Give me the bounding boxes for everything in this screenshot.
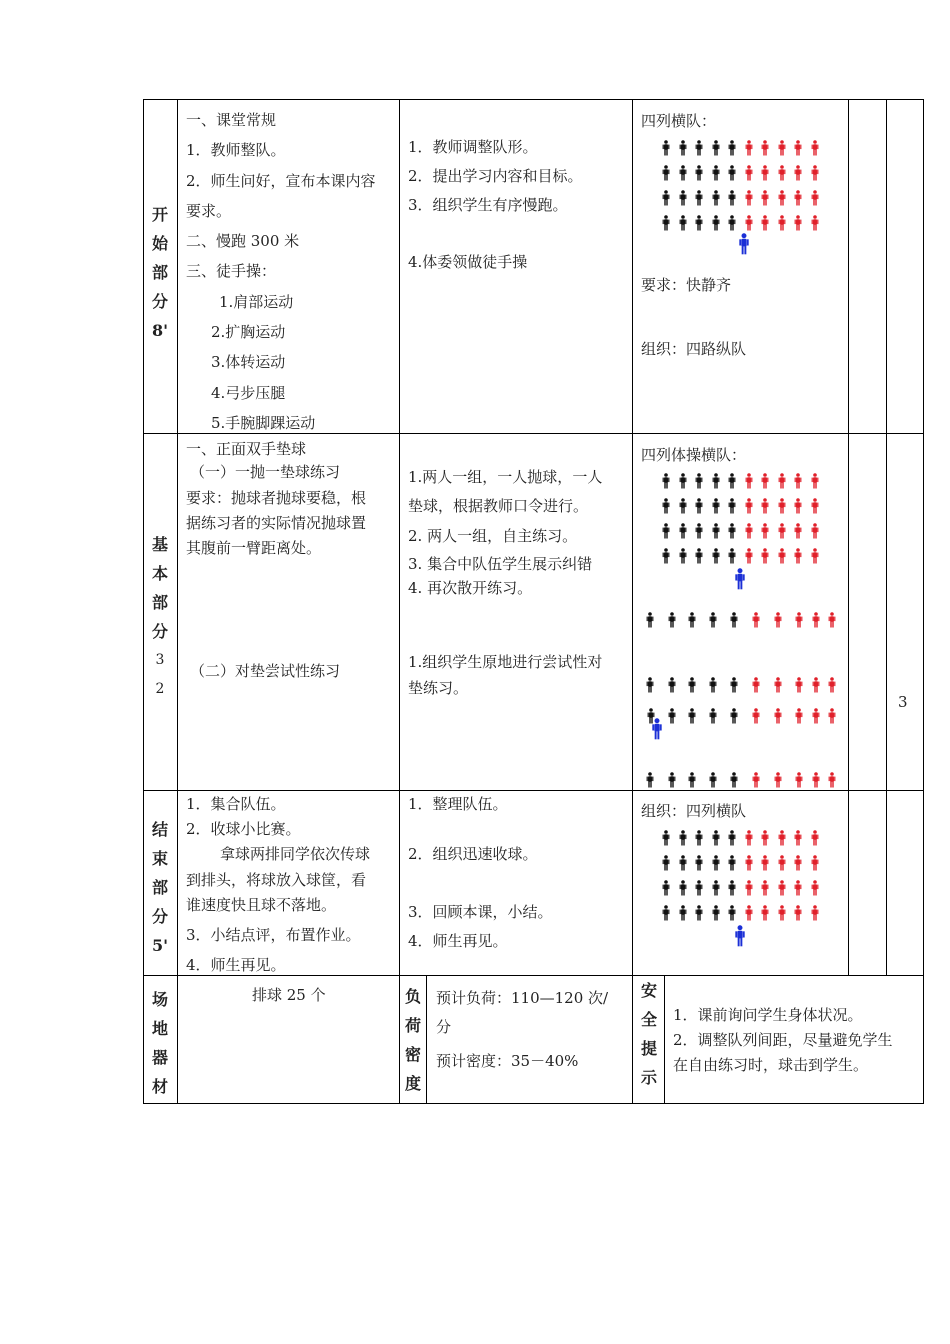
student-dark-icon <box>695 140 703 156</box>
student-red-icon <box>811 140 819 156</box>
student-red-icon <box>812 677 820 693</box>
student-dark-icon <box>728 830 736 846</box>
student-dark-icon <box>668 708 676 724</box>
start-content-line: 2．师生问好，宣布本课内容 <box>186 172 376 190</box>
student-dark-icon <box>709 708 717 724</box>
student-red-icon <box>774 708 782 724</box>
student-dark-icon <box>662 215 670 231</box>
student-red-icon <box>812 772 820 788</box>
student-dark-icon <box>668 677 676 693</box>
basic-content-line: （一）一抛一垫球练习 <box>190 463 341 481</box>
basic-method-line: 垫球，根据教师口令进行。 <box>408 497 589 515</box>
student-dark-icon <box>728 548 736 564</box>
end-content-line: 3．小结点评，布置作业。 <box>186 926 361 944</box>
student-dark-icon <box>679 855 687 871</box>
end-method-line: 3．回顾本课，小结。 <box>408 903 553 921</box>
student-red-icon <box>761 140 769 156</box>
student-dark-icon <box>679 548 687 564</box>
student-red-icon <box>811 523 819 539</box>
student-dark-icon <box>728 473 736 489</box>
col-divider-content <box>399 99 400 1104</box>
student-red-icon <box>745 165 753 181</box>
teacher-icon <box>734 925 746 947</box>
end-content-line: 4．师生再见。 <box>186 956 286 974</box>
student-red-icon <box>778 523 786 539</box>
basic-content-line: 其腹前一臂距离处。 <box>186 539 322 557</box>
basic-method-line: 垫练习。 <box>408 679 469 697</box>
student-red-icon <box>778 498 786 514</box>
safety-line: 2．调整队列间距，尽量避免学生 <box>673 1031 893 1049</box>
student-red-icon <box>761 905 769 921</box>
student-red-icon <box>811 165 819 181</box>
student-dark-icon <box>712 905 720 921</box>
student-red-icon <box>812 612 820 628</box>
student-dark-icon <box>712 140 720 156</box>
table-border-top <box>143 99 924 100</box>
student-dark-icon <box>712 215 720 231</box>
load-line: 分 <box>436 1018 452 1036</box>
student-dark-icon <box>679 830 687 846</box>
student-dark-icon <box>712 855 720 871</box>
student-red-icon <box>745 523 753 539</box>
student-dark-icon <box>712 498 720 514</box>
col-divider-org <box>848 99 849 976</box>
basic-org-title: 四列体操横队： <box>641 446 747 464</box>
student-red-icon <box>778 548 786 564</box>
basic-method-line: 3. 集合中队伍学生展示纠错 <box>408 555 593 573</box>
student-red-icon <box>778 473 786 489</box>
student-red-icon <box>761 215 769 231</box>
teacher-icon <box>734 568 746 590</box>
student-dark-icon <box>709 677 717 693</box>
student-red-icon <box>794 473 802 489</box>
student-red-icon <box>761 880 769 896</box>
load-label: 负 荷 密 度 <box>404 987 421 1093</box>
safety-line: 在自由练习时，球击到学生。 <box>673 1056 869 1074</box>
student-dark-icon <box>662 523 670 539</box>
student-red-icon <box>745 905 753 921</box>
student-dark-icon <box>679 880 687 896</box>
student-red-icon <box>794 165 802 181</box>
student-red-icon <box>811 473 819 489</box>
student-dark-icon <box>679 140 687 156</box>
student-dark-icon <box>646 677 654 693</box>
student-dark-icon <box>679 498 687 514</box>
student-red-icon <box>752 677 760 693</box>
student-red-icon <box>795 612 803 628</box>
student-dark-icon <box>668 772 676 788</box>
student-dark-icon <box>695 498 703 514</box>
row-divider-2 <box>143 790 924 791</box>
end-method-line: 4．师生再见。 <box>408 932 508 950</box>
student-dark-icon <box>695 215 703 231</box>
section-label-basic: 基 本 部 分 3 2 <box>151 535 168 697</box>
student-red-icon <box>745 548 753 564</box>
student-dark-icon <box>695 548 703 564</box>
student-red-icon <box>761 830 769 846</box>
col-divider-label <box>177 99 178 1104</box>
student-red-icon <box>794 905 802 921</box>
student-dark-icon <box>688 677 696 693</box>
student-red-icon <box>811 215 819 231</box>
student-dark-icon <box>712 523 720 539</box>
start-content-line: 5.手腕脚踝运动 <box>211 414 316 432</box>
student-red-icon <box>761 855 769 871</box>
col-divider-method <box>632 99 633 1104</box>
student-dark-icon <box>730 612 738 628</box>
student-red-icon <box>828 708 836 724</box>
student-red-icon <box>761 473 769 489</box>
student-red-icon <box>745 498 753 514</box>
student-red-icon <box>774 772 782 788</box>
student-red-icon <box>774 612 782 628</box>
student-dark-icon <box>695 523 703 539</box>
end-method-line: 2．组织迅速收球。 <box>408 845 538 863</box>
basic-extra-value: 3 <box>898 693 908 711</box>
student-red-icon <box>811 548 819 564</box>
start-content-line: 一、课堂常规 <box>186 111 277 129</box>
student-red-icon <box>811 190 819 206</box>
basic-content-line: 一、正面双手垫球 <box>186 440 307 458</box>
student-dark-icon <box>688 772 696 788</box>
start-content-line: 3.体转运动 <box>211 353 286 371</box>
student-dark-icon <box>695 880 703 896</box>
student-dark-icon <box>679 523 687 539</box>
student-red-icon <box>752 772 760 788</box>
student-dark-icon <box>679 473 687 489</box>
start-org-requirement: 要求：快静齐 <box>641 276 732 294</box>
basic-content-line: 据练习者的实际情况抛球置 <box>186 514 367 532</box>
student-dark-icon <box>728 523 736 539</box>
student-red-icon <box>794 215 802 231</box>
student-dark-icon <box>662 498 670 514</box>
section-label-start: 开 始 部 分 8' <box>151 205 169 340</box>
load-line: 预计负荷：110—120 次/ <box>436 989 609 1007</box>
student-red-icon <box>794 830 802 846</box>
student-red-icon <box>761 190 769 206</box>
end-content-line: 谁速度快且球不落地。 <box>186 896 337 914</box>
student-red-icon <box>778 190 786 206</box>
student-red-icon <box>811 855 819 871</box>
start-org-formation: 组织：四路纵队 <box>641 340 747 358</box>
basic-method-line: 4. 再次散开练习。 <box>408 579 533 597</box>
student-red-icon <box>745 140 753 156</box>
student-dark-icon <box>662 905 670 921</box>
student-dark-icon <box>728 140 736 156</box>
student-dark-icon <box>695 830 703 846</box>
basic-method-line: 1.组织学生原地进行尝试性对 <box>408 653 603 671</box>
student-red-icon <box>778 165 786 181</box>
safety-line: 1．课前询问学生身体状况。 <box>673 1006 863 1024</box>
student-red-icon <box>794 498 802 514</box>
student-dark-icon <box>662 855 670 871</box>
load-line: 预计密度：35－40% <box>436 1052 579 1070</box>
basic-content-line: 要求：抛球者抛球要稳，根 <box>186 489 367 507</box>
student-red-icon <box>745 830 753 846</box>
safety-label: 安 全 提 示 <box>640 981 657 1087</box>
student-red-icon <box>778 215 786 231</box>
student-red-icon <box>761 548 769 564</box>
student-dark-icon <box>662 830 670 846</box>
table-border-right <box>923 99 924 1104</box>
start-method-line: 1．教师调整队形。 <box>408 138 538 156</box>
student-dark-icon <box>730 677 738 693</box>
student-red-icon <box>745 855 753 871</box>
start-method-line: 4.体委领做徒手操 <box>408 253 528 271</box>
student-dark-icon <box>695 905 703 921</box>
student-dark-icon <box>728 498 736 514</box>
student-red-icon <box>761 498 769 514</box>
start-content-line: 4.弓步压腿 <box>211 384 286 402</box>
student-dark-icon <box>688 708 696 724</box>
start-org-title: 四列横队： <box>641 112 717 130</box>
student-red-icon <box>794 548 802 564</box>
student-dark-icon <box>679 165 687 181</box>
start-method-line: 3．组织学生有序慢跑。 <box>408 196 568 214</box>
student-dark-icon <box>688 612 696 628</box>
student-red-icon <box>745 473 753 489</box>
student-red-icon <box>778 140 786 156</box>
student-red-icon <box>778 905 786 921</box>
section-label-end: 结 束 部 分 5' <box>151 820 169 955</box>
student-red-icon <box>761 523 769 539</box>
student-dark-icon <box>712 830 720 846</box>
student-dark-icon <box>662 473 670 489</box>
student-red-icon <box>811 905 819 921</box>
start-content-line: 三、徒手操： <box>186 262 277 280</box>
start-content-line: 要求。 <box>186 202 232 220</box>
student-dark-icon <box>679 190 687 206</box>
student-dark-icon <box>679 905 687 921</box>
student-dark-icon <box>646 772 654 788</box>
student-dark-icon <box>728 905 736 921</box>
student-dark-icon <box>646 612 654 628</box>
student-dark-icon <box>679 215 687 231</box>
student-dark-icon <box>695 165 703 181</box>
student-red-icon <box>778 830 786 846</box>
student-dark-icon <box>728 855 736 871</box>
student-red-icon <box>795 708 803 724</box>
student-dark-icon <box>709 612 717 628</box>
end-content-line: 到排头，将球放入球筐，看 <box>186 871 367 889</box>
student-red-icon <box>794 190 802 206</box>
student-dark-icon <box>712 880 720 896</box>
student-red-icon <box>778 855 786 871</box>
row-divider-1 <box>143 433 924 434</box>
start-content-line: 二、慢跑 300 米 <box>186 232 300 250</box>
student-dark-icon <box>728 165 736 181</box>
student-dark-icon <box>712 165 720 181</box>
end-content-line: 2．收球小比赛。 <box>186 820 301 838</box>
student-dark-icon <box>728 190 736 206</box>
student-dark-icon <box>728 215 736 231</box>
student-red-icon <box>811 498 819 514</box>
student-red-icon <box>745 190 753 206</box>
section-label-venue: 场 地 器 材 <box>151 990 168 1096</box>
student-red-icon <box>795 677 803 693</box>
student-red-icon <box>811 830 819 846</box>
end-content-line: 1．集合队伍。 <box>186 795 286 813</box>
student-dark-icon <box>668 612 676 628</box>
end-method-line: 1．整理队伍。 <box>408 795 508 813</box>
student-red-icon <box>745 215 753 231</box>
student-red-icon <box>761 165 769 181</box>
start-content-line: 1.肩部运动 <box>219 293 294 311</box>
start-content-line: 2.扩胸运动 <box>211 323 286 341</box>
student-red-icon <box>812 708 820 724</box>
student-red-icon <box>828 772 836 788</box>
student-red-icon <box>828 677 836 693</box>
student-dark-icon <box>662 190 670 206</box>
teacher-icon <box>738 233 750 255</box>
student-dark-icon <box>730 708 738 724</box>
end-org-title: 组织：四列横队 <box>641 802 747 820</box>
student-red-icon <box>794 140 802 156</box>
teacher-icon <box>651 718 663 740</box>
student-dark-icon <box>662 548 670 564</box>
student-red-icon <box>752 708 760 724</box>
student-dark-icon <box>709 772 717 788</box>
student-dark-icon <box>662 880 670 896</box>
basic-method-line: 1.两人一组，一人抛球，一人 <box>408 468 603 486</box>
student-red-icon <box>752 612 760 628</box>
student-red-icon <box>794 880 802 896</box>
student-red-icon <box>774 677 782 693</box>
student-dark-icon <box>695 855 703 871</box>
student-dark-icon <box>662 140 670 156</box>
student-dark-icon <box>712 473 720 489</box>
student-red-icon <box>778 880 786 896</box>
student-red-icon <box>795 772 803 788</box>
student-dark-icon <box>695 190 703 206</box>
start-method-line: 2．提出学习内容和目标。 <box>408 167 583 185</box>
table-border-bottom <box>143 1103 924 1104</box>
student-dark-icon <box>662 165 670 181</box>
student-red-icon <box>828 612 836 628</box>
end-content-line: 拿球两排同学依次传球 <box>220 845 371 863</box>
student-dark-icon <box>728 880 736 896</box>
student-red-icon <box>745 880 753 896</box>
student-dark-icon <box>712 190 720 206</box>
student-dark-icon <box>730 772 738 788</box>
basic-method-line: 2. 两人一组，自主练习。 <box>408 527 578 545</box>
student-dark-icon <box>712 548 720 564</box>
col-divider-extra <box>886 99 887 976</box>
start-content-line: 1．教师整队。 <box>186 141 286 159</box>
basic-content-line: （二）对垫尝试性练习 <box>190 662 341 680</box>
student-red-icon <box>811 880 819 896</box>
equipment-text: 排球 25 个 <box>252 986 326 1004</box>
student-dark-icon <box>695 473 703 489</box>
student-red-icon <box>794 523 802 539</box>
row-divider-3 <box>143 975 924 976</box>
student-red-icon <box>794 855 802 871</box>
